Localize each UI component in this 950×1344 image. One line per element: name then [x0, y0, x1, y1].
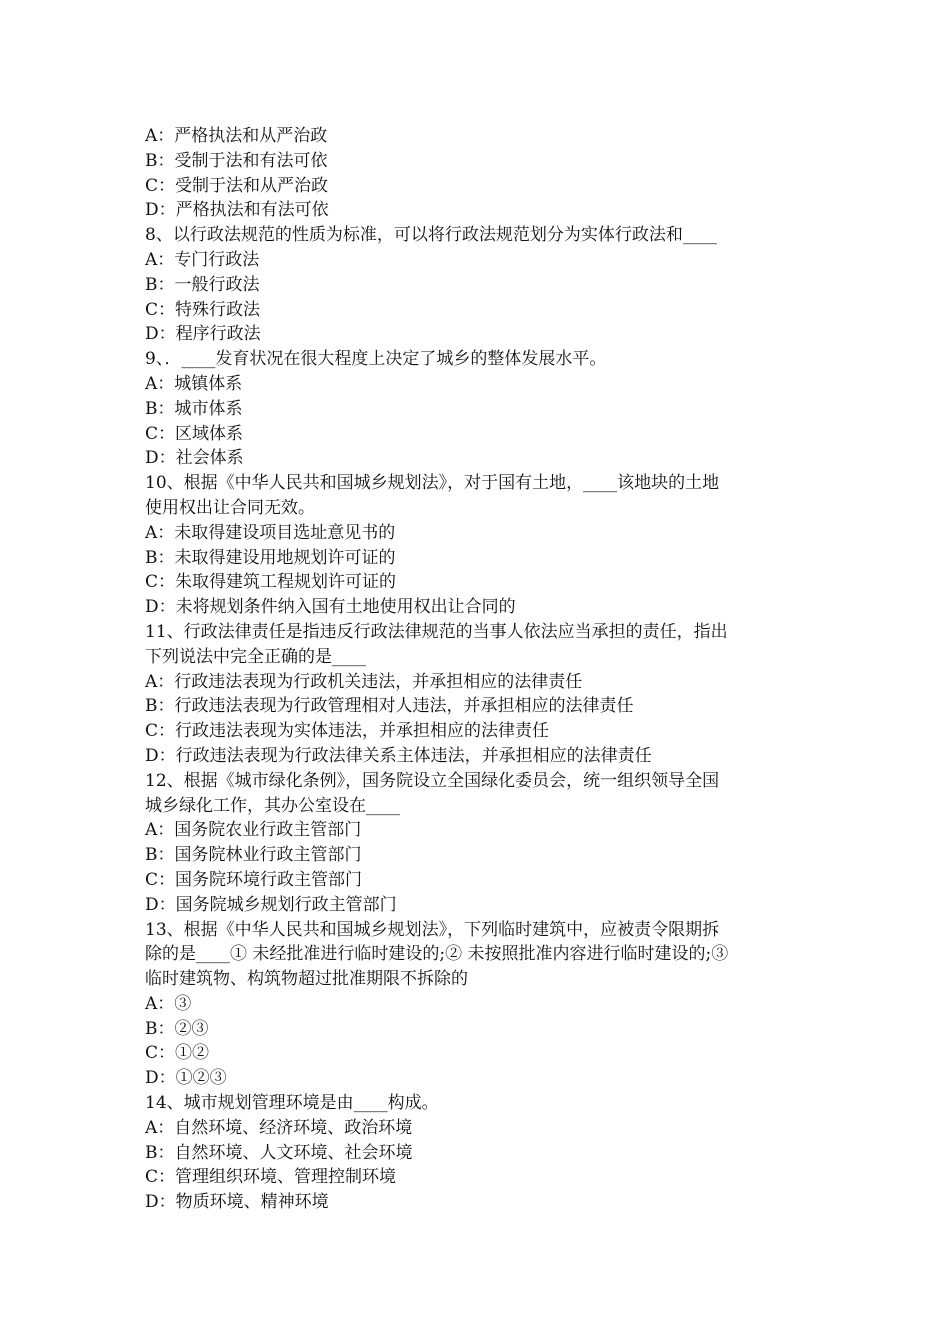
option-line: C：受制于法和从严治政 — [145, 175, 329, 196]
option-line: C：特殊行政法 — [145, 299, 261, 320]
option-line: C：管理组织环境、管理控制环境 — [145, 1167, 397, 1188]
option-line: A：专门行政法 — [145, 249, 260, 270]
option-line: C：①② — [145, 1043, 210, 1064]
document-body — [145, 124, 809, 1215]
question-12-continued: 城乡绿化工作，其办公室设在____ — [145, 795, 400, 816]
option-line: D：程序行政法 — [145, 324, 261, 345]
option-line: C：区域体系 — [145, 423, 244, 444]
option-line: A：城镇体系 — [145, 373, 243, 394]
question-11: 11、行政法律责任是指违反行政法律规范的当事人依法应当承担的责任，指出 — [145, 621, 728, 642]
option-line: A：国务院农业行政主管部门 — [145, 820, 362, 841]
option-line: D：严格执法和有法可依 — [145, 200, 329, 221]
question-9: 9、．____发育状况在很大程度上决定了城乡的整体发展水平。 — [145, 349, 607, 370]
option-line: B：受制于法和有法可依 — [145, 150, 328, 171]
option-line: A：自然环境、经济环境、政治环境 — [145, 1117, 413, 1138]
option-line: A：未取得建设项目选址意见书的 — [145, 522, 396, 543]
option-line: A：③ — [145, 993, 192, 1014]
option-line: B：一般行政法 — [145, 274, 260, 295]
option-line: D：物质环境、精神环境 — [145, 1192, 329, 1213]
option-line: B：自然环境、人文环境、社会环境 — [145, 1142, 413, 1163]
option-line: A：严格执法和从严治政 — [145, 126, 328, 146]
option-line: D：社会体系 — [145, 448, 244, 469]
question-13-continued: 除的是____① 未经批准进行临时建设的;② 未按照批准内容进行临时建设的;③ — [145, 944, 729, 965]
question-11-continued: 下列说法中完全正确的是____ — [145, 646, 366, 667]
option-line: B：未取得建设用地规划许可证的 — [145, 547, 396, 568]
question-10-continued: 使用权出让合同无效。 — [145, 497, 315, 518]
question-13-continued: 临时建筑物、构筑物超过批准期限不拆除的 — [145, 969, 468, 990]
question-14: 14、城市规划管理环境是由____构成。 — [145, 1093, 439, 1114]
option-line: D：①②③ — [145, 1068, 227, 1089]
option-line: B：国务院林业行政主管部门 — [145, 845, 362, 866]
question-12: 12、根据《城市绿化条例》，国务院设立全国绿化委员会，统一组织领导全国 — [145, 770, 720, 791]
option-line: B：行政违法表现为行政管理相对人违法，并承担相应的法律责任 — [145, 696, 634, 717]
question-13: 13、根据《中华人民共和国城乡规划法》，下列临时建筑中，应被责令限期拆 — [145, 919, 720, 940]
option-line: B：②③ — [145, 1018, 209, 1039]
option-line: D：国务院城乡规划行政主管部门 — [145, 894, 397, 915]
option-line: C：国务院环境行政主管部门 — [145, 869, 363, 890]
option-line: C：朱取得建筑工程规划许可证的 — [145, 572, 397, 593]
option-line: D：未将规划条件纳入国有土地使用权出让合同的 — [145, 597, 516, 618]
question-8: 8、以行政法规范的性质为标准，可以将行政法规范划分为实体行政法和____ — [145, 225, 717, 246]
option-line: A：行政违法表现为行政机关违法，并承担相应的法律责任 — [145, 671, 583, 692]
question-10: 10、根据《中华人民共和国城乡规划法》，对于国有土地，____该地块的土地 — [145, 473, 720, 494]
option-line: D：行政违法表现为行政法律关系主体违法，并承担相应的法律责任 — [145, 745, 652, 766]
option-line: C：行政违法表现为实体违法，并承担相应的法律责任 — [145, 721, 550, 742]
option-line: B：城市体系 — [145, 398, 243, 419]
